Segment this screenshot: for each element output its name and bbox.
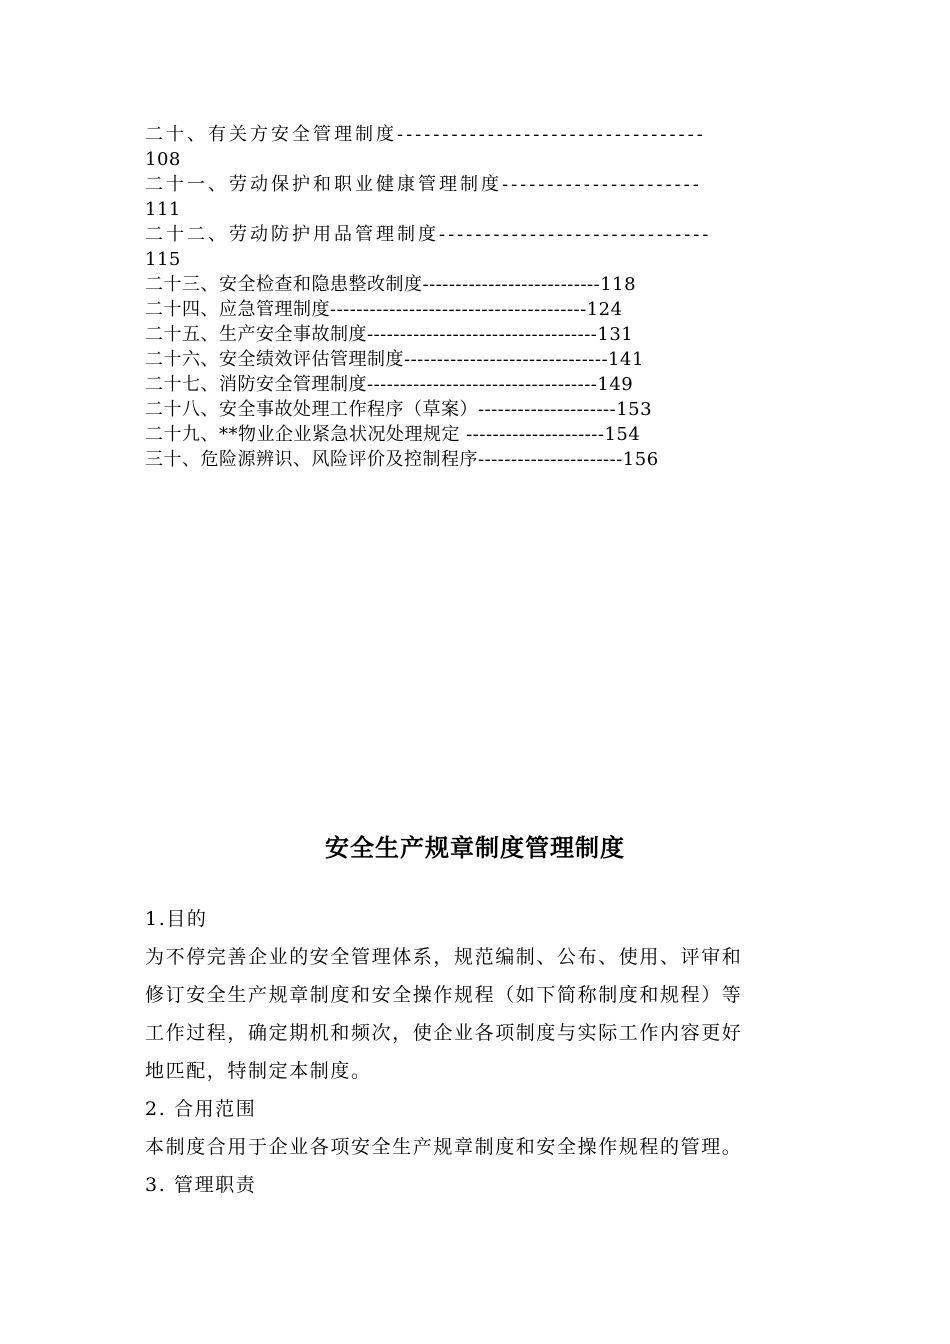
document-body <box>145 900 810 1204</box>
toc-page-22: 115 <box>145 249 181 270</box>
section-heading-purpose: 1.目的 <box>145 908 208 930</box>
body-line: 工作过程，确定期机和频次，使企业各项制度与实际工作内容更好 <box>145 1022 743 1044</box>
toc-entry-22: 二十二、劳动防护用品管理制度------------------------------ <box>145 224 712 245</box>
section-heading-scope: 2. 合用范围 <box>145 1098 257 1120</box>
body-line: 为不停完善企业的安全管理体系，规范编制、公布、使用、评审和 <box>145 946 743 968</box>
toc-entry-24: 二十四、应急管理制度---------------------------------------124 <box>145 299 623 320</box>
toc-page-20: 108 <box>145 149 181 170</box>
toc-entry-28: 二十八、安全事故处理工作程序（草案）---------------------153 <box>145 399 653 420</box>
toc-page-21: 111 <box>145 199 181 220</box>
toc-entry-26: 二十六、安全绩效评估管理制度-------------------------------141 <box>145 349 644 370</box>
toc-entry-27: 二十七、消防安全管理制度-----------------------------------149 <box>145 374 634 395</box>
toc-entry-23: 二十三、安全检查和隐患整改制度---------------------------118 <box>145 274 637 295</box>
body-line: 地匹配，特制定本制度。 <box>145 1060 372 1082</box>
toc-entry-30: 三十、危险源辨识、风险评价及控制程序----------------------156 <box>145 449 659 470</box>
section-heading-responsibilities: 3. 管理职责 <box>145 1174 257 1196</box>
body-line: 修订安全生产规章制度和安全操作规程（如下简称制度和规程）等 <box>145 984 743 1006</box>
document-title: 安全生产规章制度管理制度 <box>325 834 625 862</box>
table-of-contents <box>145 122 807 472</box>
toc-entry-25: 二十五、生产安全事故制度-----------------------------------131 <box>145 324 634 345</box>
toc-entry-29: 二十九、**物业企业紧急状况处理规定 ---------------------154 <box>145 424 641 445</box>
body-line: 本制度合用于企业各项安全生产规章制度和安全操作规程的管理。 <box>145 1136 743 1158</box>
toc-entry-20: 二十、有关方安全管理制度---------------------------------- <box>145 124 706 145</box>
toc-entry-21: 二十一、劳动保护和职业健康管理制度---------------------- <box>145 174 702 195</box>
